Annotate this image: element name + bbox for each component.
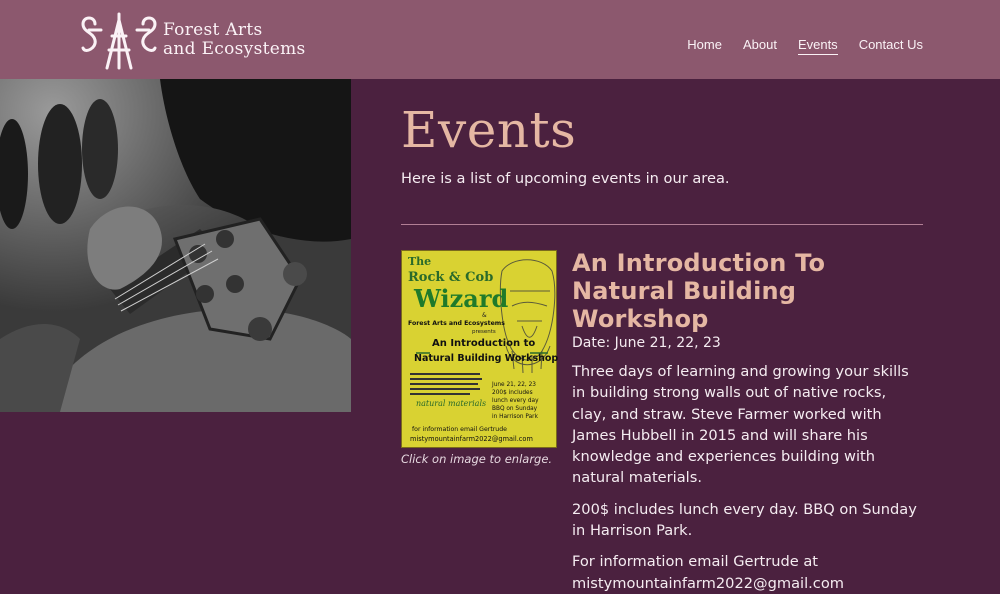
poster-email: mistymountainfarm2022@gmail.com (410, 435, 533, 443)
poster-org: Forest Arts and Ecosystems (408, 320, 505, 327)
poster-amp: & (482, 312, 487, 319)
hero-photo-guitar (0, 79, 351, 412)
event-title: An Introduction To Natural Building Workshop (572, 249, 826, 333)
poster-dates: June 21, 22, 23 (492, 382, 536, 388)
poster-wizard: Wizard (414, 284, 509, 313)
poster-park: in Harrison Park (492, 414, 538, 420)
easel-logo-icon (79, 10, 159, 70)
event-contact: For information email Gertrude at mistymountainfarm2022@gmail.com (572, 553, 844, 592)
event-date: Date: June 21, 22, 23 (572, 335, 721, 351)
site-name-line1: Forest Arts (163, 20, 263, 40)
poster-rock-cob: Rock & Cob (408, 270, 494, 285)
page-title: Events (401, 101, 577, 159)
nav-about[interactable]: About (742, 37, 777, 52)
nav-events[interactable]: Events (798, 37, 838, 55)
nav-home[interactable]: Home (687, 37, 722, 52)
poster-natural: natural materials (416, 399, 487, 408)
event-price: 200$ includes lunch every day. BBQ on Sunday in Harrison Park. (572, 500, 917, 540)
page-intro: Here is a list of upcoming events in our area. (401, 170, 730, 187)
site-header (0, 0, 1000, 79)
poster-illustration (402, 251, 558, 449)
poster-info: for information email Gertrude (412, 426, 507, 433)
poster-price: 200$ includes (492, 390, 533, 396)
site-logo[interactable] (79, 9, 319, 71)
event-card (572, 249, 923, 594)
section-divider (401, 224, 923, 225)
poster-title2: Natural Building Workshop (414, 353, 559, 364)
poster-lunch: lunch every day (492, 398, 539, 404)
poster-presents: presents (472, 329, 496, 335)
main-nav (687, 37, 923, 55)
poster-bbq: BBQ on Sunday (492, 406, 538, 412)
event-description: Three days of learning and growing your skills in building strong walls out of native rocks, clay, and straw. Steve Farmer worked with James Hubbell in 2015 and will share his knowledge and experiences building with natural materials. (572, 363, 909, 487)
poster-caption: Click on image to enlarge. (401, 452, 553, 466)
nav-contact[interactable]: Contact Us (858, 37, 923, 52)
event-poster-image[interactable] (401, 250, 557, 448)
site-name-line2: and Ecosystems (163, 39, 306, 59)
site-name (163, 21, 306, 59)
poster-title1: An Introduction to (432, 338, 536, 349)
poster-the: The (408, 255, 432, 268)
guitar-photo-illustration (0, 79, 351, 412)
